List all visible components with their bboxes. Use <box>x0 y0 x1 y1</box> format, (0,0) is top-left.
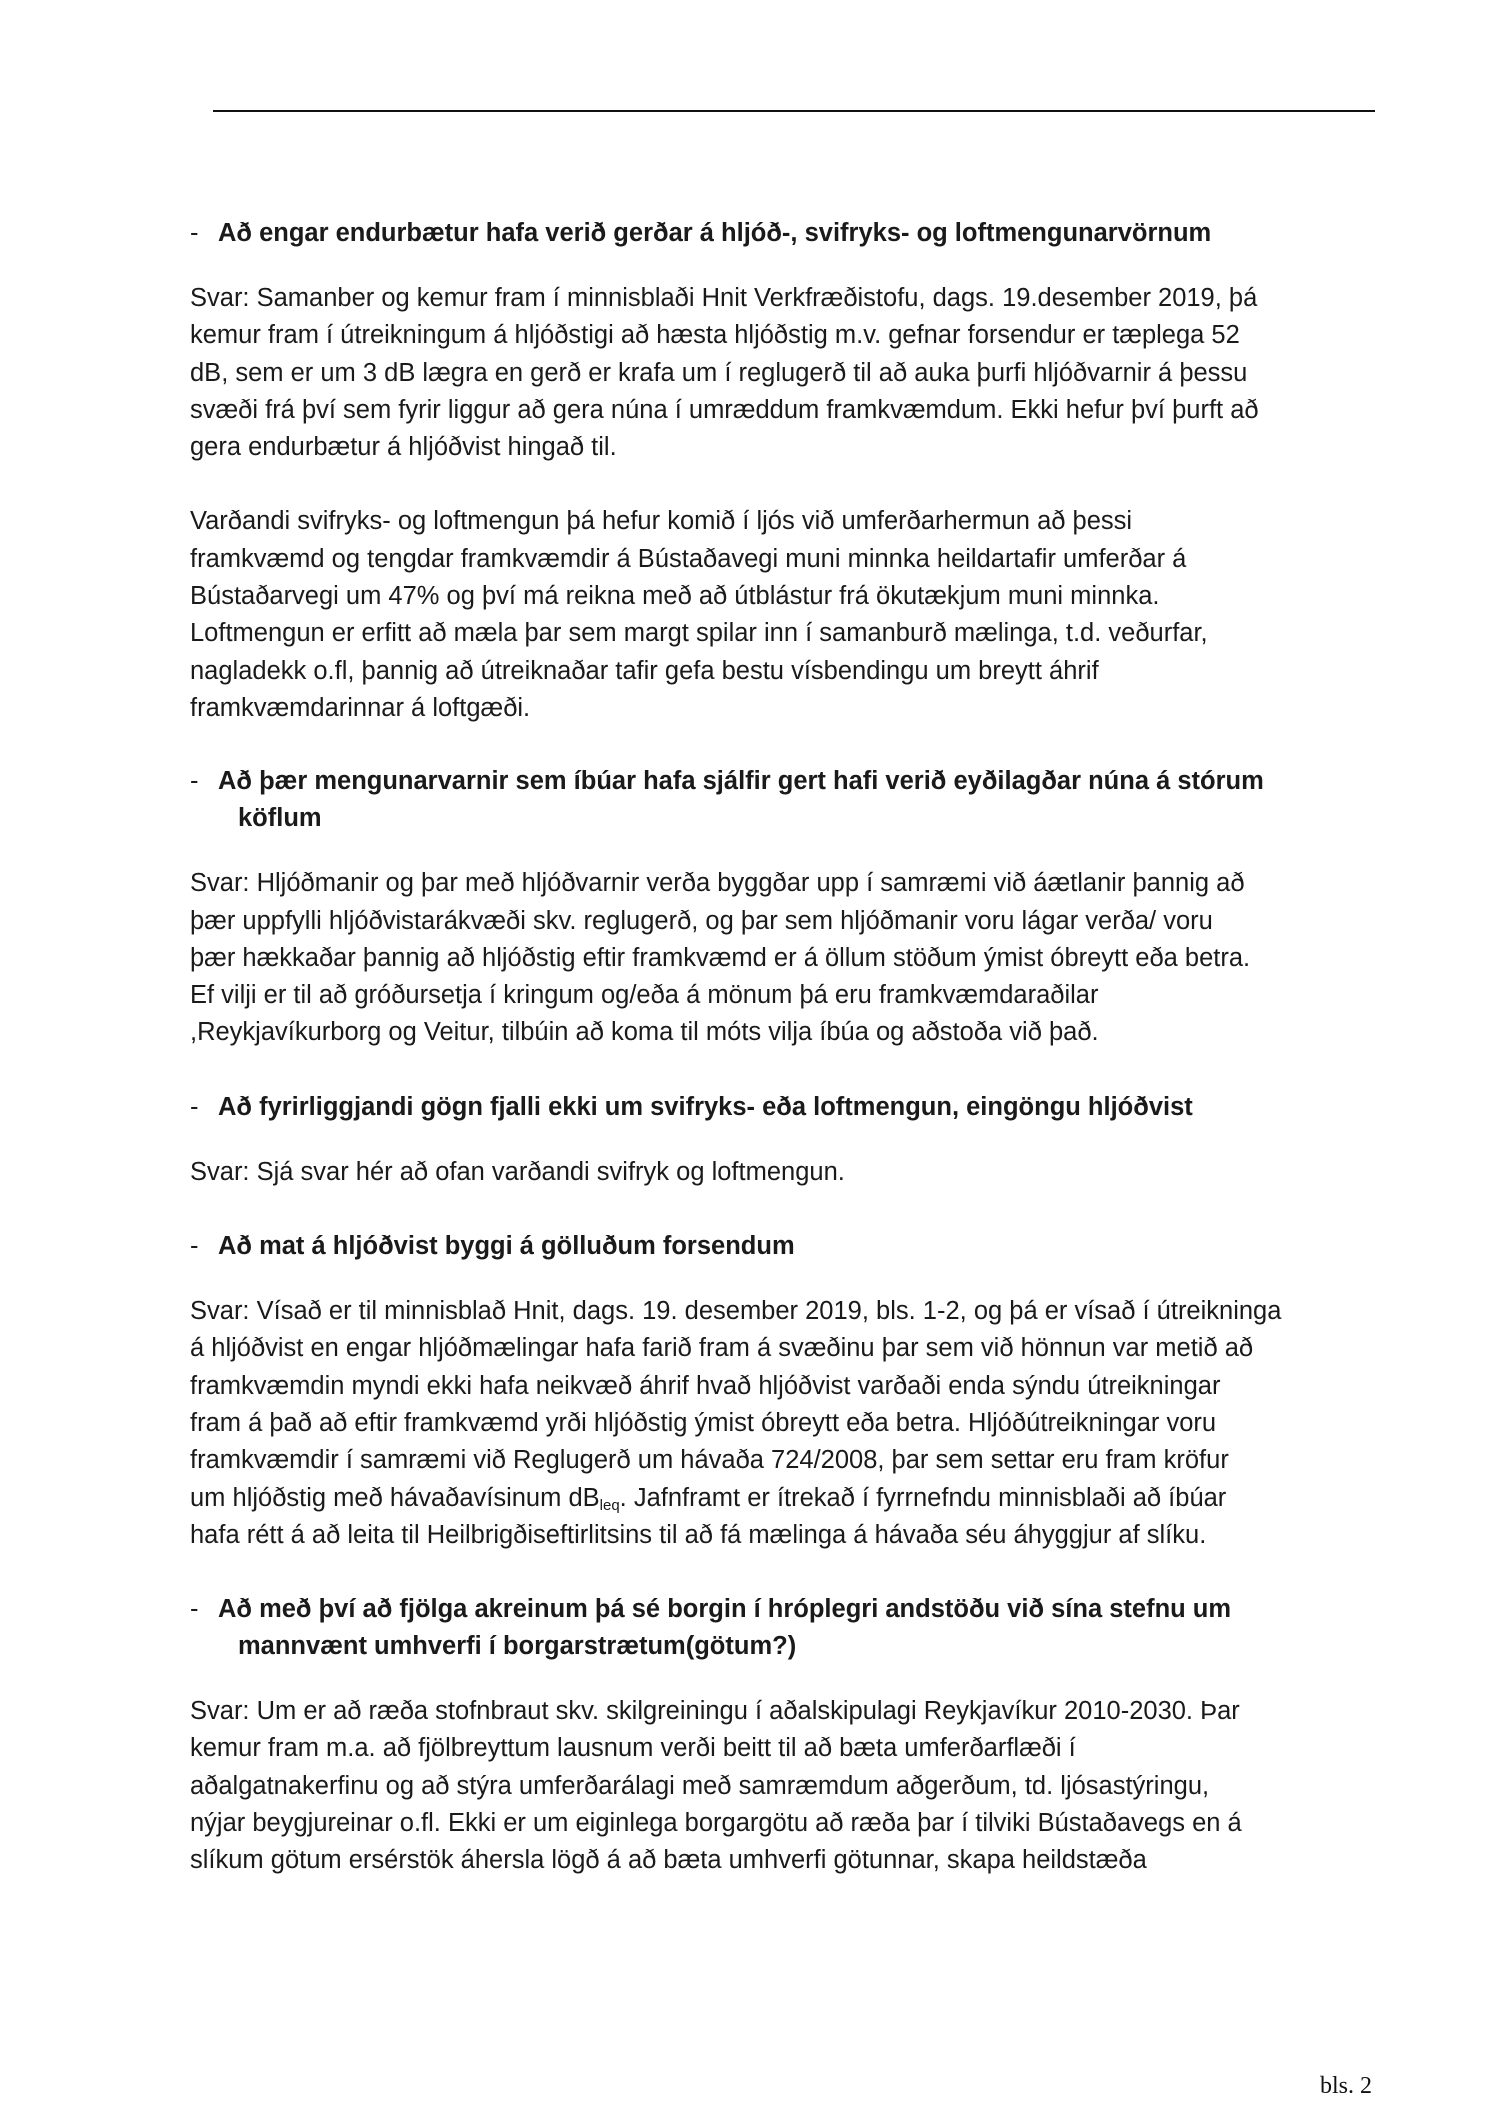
answer-paragraph: Svar: Samanber og kemur fram í minnisblaði Hnit Verkfræðistofu, dags. 19.desember 2019, þá kemur fram í útreikningum á hljóðstigi að hæsta hljóðstig m.v. gefnar forsendur er tæplega 52 dB, sem er um 3 dB lægra en gerð er krafa um í reglugerð til að auka þurfi hljóðvarnir á þessu svæði frá því sem fyrir liggur að gera núna í umræddum framkvæmdum. Ekki hefur því þurft að gera endurbætur á hljóðvist hingað til. <box>190 284 1259 462</box>
document-body <box>190 215 1380 1917</box>
heading-text: Að engar endurbætur hafa verið gerðar á hljóð-, svifryks- og loftmengunarvörnum <box>218 219 1212 247</box>
heading-text-continued: mannvænt umhverfi í borgarstrætum(götum?) <box>238 1632 797 1661</box>
section-heading: - Að fyrirliggjandi gögn fjalli ekki um svifryks- eða loftmengun, eingöngu hljóðvist <box>190 1089 1380 1126</box>
answer-paragraph: Varðandi svifryks- og loftmengun þá hefur komið í ljós við umferðarhermun að þessi framkvæmd og tengdar framkvæmdir á Bústaðavegi muni minnka heildartafir umferðar á Bústaðarvegi um 47% og því má reikna með að útblástur frá ökutækjum muni minnka. Loftmengun er erfitt að mæla þar sem margt spilar inn í samanburð mælinga, t.d. veðurfar, nagladekk o.fl, þannig að útreiknaðar tafir gefa bestu vísbendingu um breytt áhrif framkvæmdarinnar á loftgæði. <box>190 507 1208 722</box>
section-heading: - Að þær mengunarvarnir sem íbúar hafa sjálfir gert hafi verið eyðilagðar núna á stórum köflum <box>190 763 1380 837</box>
header-rule <box>213 110 1375 112</box>
answer-paragraph: Svar: Sjá svar hér að ofan varðandi svifryk og loftmengun. <box>190 1157 845 1186</box>
subscript-leq: leq <box>599 1496 620 1514</box>
answer-paragraph: Svar: Hljóðmanir og þar með hljóðvarnir verða byggðar upp í samræmi við áætlanir þannig að þær uppfylli hljóðvistarákvæði skv. reglugerð, og þar sem hljóðmanir voru lágar verða/ voru þær hækkaðar þannig að hljóðstig eftir framkvæmd er á öllum stöðum ýmist óbreytt eða betra. Ef vilji er til að gróðursetja í kringum og/eða á mönum þá eru framkvæmdaraðilar ,Reykjavíkurborg og Veitur, tilbúin að koma til móts vilja íbúa og aðstoða við það. <box>190 869 1251 1047</box>
heading-text: Að þær mengunarvarnir sem íbúar hafa sjálfir gert hafi verið eyðilagðar núna á stórum <box>218 767 1264 796</box>
heading-text: Að fyrirliggjandi gögn fjalli ekki um svifryks- eða loftmengun, eingöngu hljóðvist <box>218 1092 1193 1121</box>
section-heading: - Að mat á hljóðvist byggi á gölluðum forsendum <box>190 1228 1380 1265</box>
heading-text: Að mat á hljóðvist byggi á gölluðum forsendum <box>218 1232 795 1261</box>
page-number: bls. 2 <box>1319 2073 1372 2099</box>
heading-text-continued: köflum <box>238 804 322 833</box>
answer-paragraph: Svar: Um er að ræða stofnbraut skv. skilgreiningu í aðalskipulagi Reykjavíkur 2010-2030. Þar kemur fram m.a. að fjölbreyttum lausnum verði beitt til að bæta umferðarflæði í aðalgatnakerfinu og að stýra umferðarálagi með samræmdum aðgerðum, td. ljósastýringu, nýjar beygjureinar o.fl. Ekki er um eiginlega borgargötu að ræða þar í tilviki Bústaðavegs en á slíkum götum ersérstök áhersla lögð á að bæta umhverfi götunnar, skapa heildstæða <box>190 1697 1242 1875</box>
heading-text: Að með því að fjölga akreinum þá sé borgin í hróplegri andstöðu við sína stefnu um <box>218 1595 1232 1624</box>
answer-paragraph: Svar: Vísað er til minnisblað Hnit, dags. 19. desember 2019, bls. 1-2, og þá er vísað í útreikninga á hljóðvist en engar hljóðmælingar hafa farið fram á svæðinu þar sem við hönnun var metið að framkvæmdin myndi ekki hafa neikvæð áhrif hvað hljóðvist varðaði enda sýndu útreikningar fram á það að eftir framkvæmd yrði hljóðstig ýmist óbreytt eða betra. Hljóðútreikningar voru framkvæmdir í samræmi við Reglugerð um hávaða 724/2008, þar sem settar eru fram kröfur um hljóðstig með hávaðavísinum $dB_{leq}$. Jafnframt er ítrekað í fyrrnefndu minnisblaði að íbúar hafa rétt á að leita til Heilbrigðiseftirlitsins til að fá mælinga á hávaða séu áhyggjur af slíku. <box>190 1297 1282 1549</box>
section-heading: - Að með því að fjölga akreinum þá sé borgin í hróplegri andstöðu við sína stefnu um mannvænt umhverfi í borgarstrætum(götum?) <box>190 1591 1380 1665</box>
section-heading: - Að engar endurbætur hafa verið gerðar á hljóð-, svifryks- og loftmengunarvörnum <box>190 215 1380 252</box>
